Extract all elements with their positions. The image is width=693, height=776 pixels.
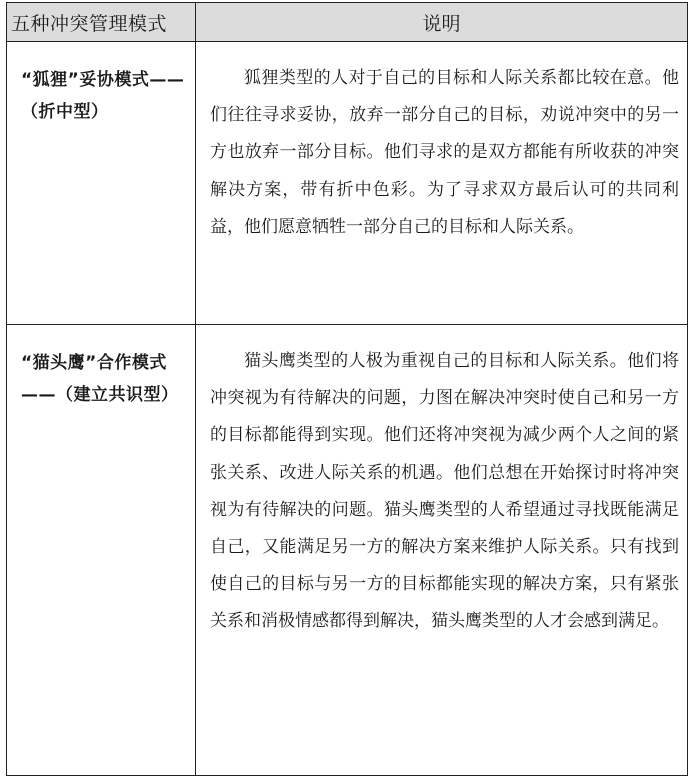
table-header-row: [7, 3, 688, 42]
table-row-fox: [7, 42, 688, 325]
conflict-modes-table-container: [6, 2, 687, 776]
header-mode: 五种冲突管理模式: [7, 3, 196, 42]
description-cell: 猫头鹰类型的人极为重视自己的目标和人际关系。他们将冲突视为有待解决的问题，力图在解决冲突时使自己和另一方的目标都能得到实现。他们还将冲突视为减少两个人之间的紧张关系、改进人际关系的机遇。他们总想在开始探讨时将冲突视为有待解决的问题。猫头鹰类型的人希望通过寻找既能满足自己，又能满足另一方的解决方案来维护人际关系。只有找到使自己的目标与另一方的目标都能实现的解决方案，只有紧张关系和消极情感都得到解决，猫头鹰类型的人才会感到满足。: [196, 325, 688, 776]
mode-cell: “狐狸”妥协模式——（折中型）: [7, 42, 196, 325]
mode-cell: “猫头鹰”合作模式——（建立共识型）: [7, 325, 196, 776]
table-row-owl: [7, 325, 688, 776]
conflict-modes-table: [6, 2, 688, 776]
description-cell: 狐狸类型的人对于自己的目标和人际关系都比较在意。他们往往寻求妥协，放弃一部分自己的目标，劝说冲突中的另一方也放弃一部分目标。他们寻求的是双方都能有所收获的冲突解决方案，带有折中色彩。为了寻求双方最后认可的共同利益，他们愿意牺牲一部分自己的目标和人际关系。: [196, 42, 688, 325]
header-description: 说明: [196, 3, 688, 42]
